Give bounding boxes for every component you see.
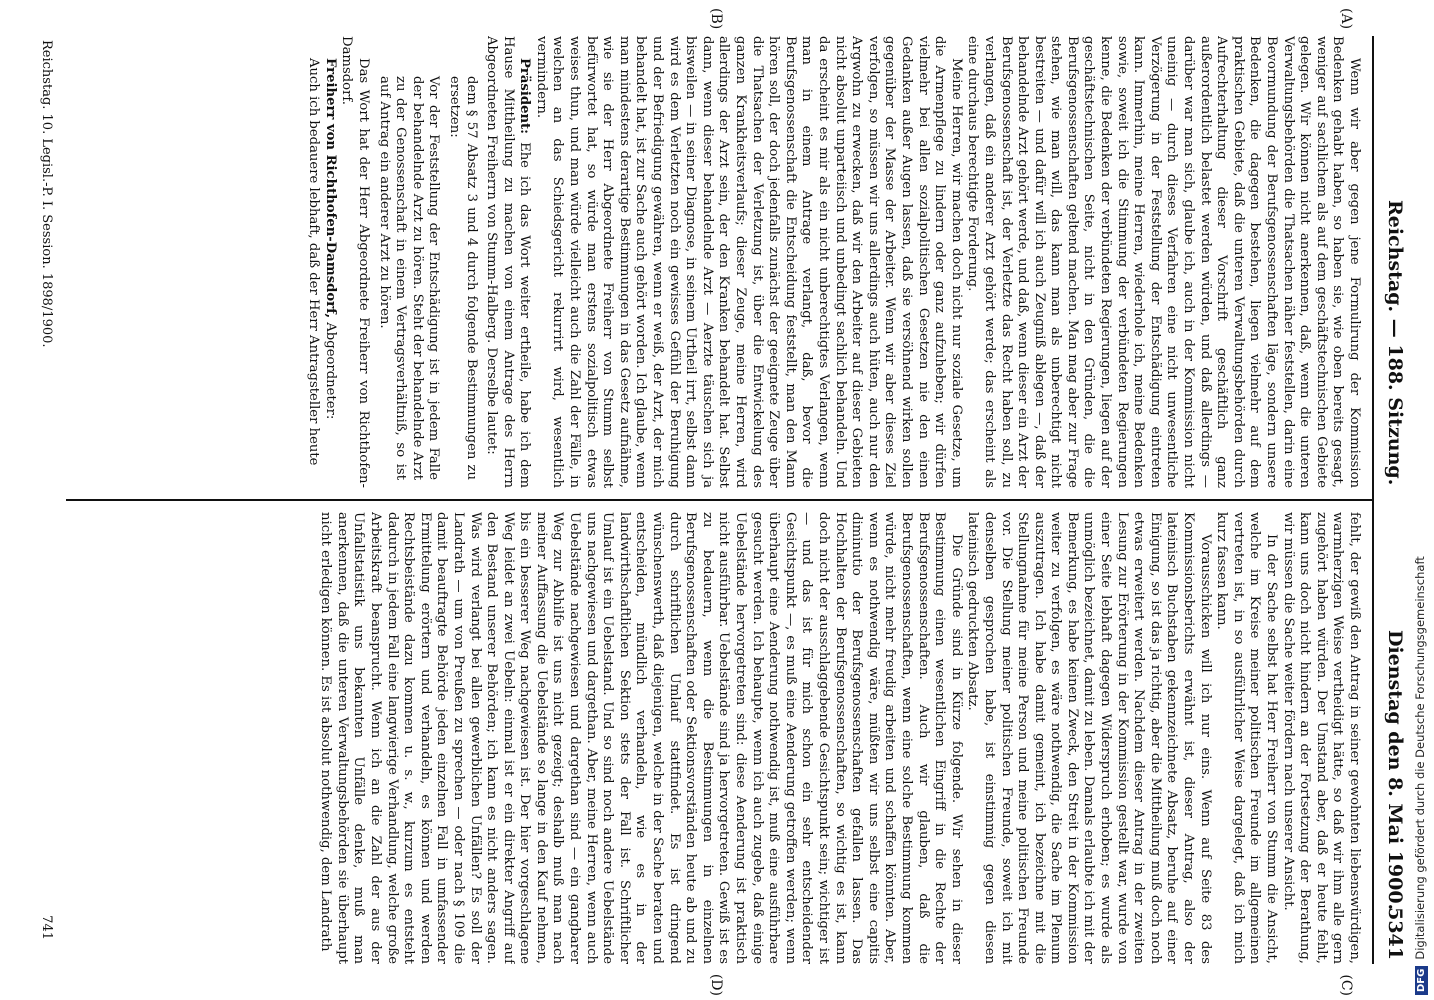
column-divider — [66, 499, 1372, 501]
margin-letter-c: (C) — [1338, 974, 1354, 996]
header-rule — [1372, 36, 1374, 964]
dfg-logo: DFG — [1415, 966, 1428, 995]
paragraph: Vorausschicken will ich nur eins. Wenn auf Seite 83 des Kommissionsberichts erwähnt ist, dieser Antrag, also der lateinisch Buchstaben gekennzeichnete Absatz, beruhe auf einer Einigung, so ist das ja richtig, aber die Mittheilung muß doch noch etwas erweitert werden. Nachdem dieser Antrag in der zweiten Lesung zur Erörterung in der Kommission gestellt war, wurde von einer Seite lebhaft dagegen Widerspruch erhoben; es wurde als unmöglich bezeichnet, damit zu leben. Damals erlaubte ich mit der Bemerkung, es habe keinen Zweck, den Streit in der Kommission weiter zu verfolgen, es wäre nothwendig, die Sache im Plenum auszutragen. Ich habe damit gemeint, ich bezeichne mit die Stellungnahme für meine Person und meine politischen Freunde vor. Die Stellung meiner politischen Freunde, soweit ich mit denselben gesprochen habe, ist einstimmig gegen diesen lateinisch gedruckten Absatz. — [965, 512, 1213, 964]
header-left: Reichstag. — 188. Sitzung. — [1384, 200, 1406, 486]
speaker-role: Abgeordneter: — [322, 322, 338, 420]
sidebar-text: Digitalisierung gefördert durch die Deutsche Forschungsgemeinschaft — [1413, 556, 1427, 960]
page-number: 5341 — [1384, 907, 1406, 960]
motion-text: dem § 57 Absatz 3 und 4 durch folgende Bestimmungen zu ersetzen: — [446, 76, 479, 480]
paragraph: Das Wort hat der Herr Abgeordnete Freiherr von Richthofen-Damsdorf. — [339, 36, 371, 488]
margin-letter-a: (A) — [1338, 8, 1354, 30]
left-column — [62, 36, 1362, 488]
speaker-name: Freiherr von Richthofen-Damsdorf, — [322, 58, 338, 319]
footer-page: 741 — [39, 915, 54, 940]
paragraph: Wenn wir aber gegen jene Formulirung der Kommission Bedenken gehabt haben, so haben sie, wie oben bereits gesagt, weniger auf sachlichem als auf dem geschäftstechnischen Gebiete gelegen. Wir können nicht anerkennen, daß, wenn die unteren Verwaltungsbehörden die Thatsachen näher feststellen, darin eine Bevormundung der Berufsgenossenschaften läge, sondern unsere Bedenken, die dagegen bestehen, liegen vielmehr auf dem praktischen Gebiete, daß die unteren Verwaltungsbehörden durch Aufrechterhaltung dieser Vorschrift geschäftlich ganz außerordentlich belastet werden würden, und daß allerdings — darüber war man sich, glaube ich, auch in der Kommission nicht uneinig — durch dieses Verfahren eine nicht unwesentliche Verzögerung in der Feststellung der Entschädigung eintreten kann. Immerhin, meine Herren, wiederhole ich, meine Bedenken sowie, soweit ich die Stimmung der verbündeten Regierungen kenne, die Bedenken der verbündeten Regierungen, liegen auf der geschäftstechnischen Seite, nicht in den Gründen, die die Berufsgenossenschaften geltend machen. Man mag aber zur Frage stehen, wie man will, das kann man als unberechtigt nicht bestreiten — und dafür will ich auch Zeugniß ablegen —, daß der behandelnde Arzt gehört werde, und daß, wenn dieser ein Arzt der Berufsgenossenschaft ist, der Verletzte das Recht haben soll, zu verlangen, daß ein anderer Arzt gehört werde; das erscheint als eine durchaus berechtigte Forderung. — [965, 36, 1362, 488]
margin-letter-b: (B) — [708, 8, 724, 30]
paragraph: Ehe ich das Wort weiter ertheile, habe ich dem Hause Mittheilung zu machen von einem Antrage des Herrn Abgeordneten Freiherrn von Stumm-Halberg. Derselbe lautet: — [484, 36, 533, 488]
header-right: Dienstag den 8. Mai 1900. — [1384, 630, 1406, 911]
paragraph: Die Gründe sind in Kürze folgende. Wir sehen in dieser Bestimmung einen wesentlichen Eingriff in die Rechte der Berufsgenossenschaften. Auch wir glauben, daß die Berufsgenossenschaften, wenn eine solche Bestimmung kommen würde, nicht mehr freudig arbeiten und schaffen könnten. Aber, wenn es nothwendig wäre, müßten wir uns selbst eine capitis diminutio der Berufsgenossenschaften gefallen lassen. Das Hochhalten der Berufsgenossenschaften, so wichtig es ist, kann doch nicht der ausschlaggebende Gesichtspunkt sein; wichtiger ist — und das ist für mich schon ein sehr entscheidender Gesichtspunkt —, es muß eine Aenderung getroffen werden; wenn überhaupt eine Aenderung nothwendig ist, muß eine ausführbare gesucht werden. Ich behaupte, wenn ich auch zugebe, daß einige Uebelstände hervorgetreten sind: diese Aenderung ist praktisch nicht ausführbar. Uebelstände sind ja hervorgetreten. Gewiß ist es zu bedauern, wenn die Bestimmungen in einzelnen Berufsgenossenschaften oder Sektionsvorständen heute ab und zu durch schriftlichen Umlauf stattfindet. Es ist dringend wünschenswerth, daß diejenigen, welche in der Sache beraten und entscheiden, mündlich verhandeln, wie es in der landwirthschaftlichen Sektion stets der Fall ist. Schriftlicher Umlauf ist ein Uebelstand. Und so sind noch andere Uebelstände uns nachgewiesen und dargethan. Aber, meine Herren, wenn auch Uebelstände nachgewiesen und dargethan sind — ein gangbarer Weg zur Abhilfe ist uns nicht gezeigt; deshalb muß man nach meiner Auffassung die Uebelstände so lange in den Kauf nehmen, bis ein besserer Weg nachgewiesen ist. Der hier vorgeschlagene Weg leidet an zwei Uebeln: einmal ist er ein direkter Angriff auf den Bestand unserer Behörden; ich kann es nicht anders sagen. Was wird verlangt bei allen gewerblichen Unfällen? Es soll der Landrath — um von Preußen zu sprechen — oder nach § 109 die damit beauftragte Behörde jeden einzelnen Fall in umfassender Ermittelung erörtern und verhandeln, es können und werden Rechtsbeistände dazu kommen u. s. w., kurzum es entsteht dadurch in jedem Fall eine langwierige Verhandlung, welche große Arbeitskraft beansprucht. Wenn ich an die Zahl der aus der Unfallstatistik uns bekannten Unfälle denke, muß man anerkennen, daß die unteren Verwaltungsbehörden sie überhaupt nicht erledigen können. Es ist absolut nothwendig, dem Landrath — [318, 512, 964, 964]
paragraph: In der Sache selbst hat Herr Freiherr von Stumm die Ansicht, welche im Kreise meiner politischen Freunde im allgemeinen vertreten ist, in so ausführlicher Weise dargelegt, daß ich mich kurz fassen kann. — [1214, 512, 1280, 964]
paragraph: Meine Herren, wir machen doch nicht nur soziale Gesetze, um die Armenpflege zu lindern oder ganz aufzuheben; wir dürfen vielmehr bei allen sozialpolitischen Gesetzen nie den einen Gedanken außer Augen lassen, daß sie versöhnend wirken sollen gegenüber der Masse der Arbeiter. Wenn wir aber dieses Ziel verfolgen, so müssen wir uns allerdings auch hüten, auch nur den Argwohn zu erwecken, daß wir den Arbeiter auf dieser Gebieten nicht absolut unparteiisch und unbedingt sachlich behandeln. Und da erscheint es mir als ein nicht unberechtigtes Verlangen, wenn man in einem Antrage verlangt, daß, bevor die Berufsgenossenschaft die Entscheidung feststellt, man den Mann hören soll, der doch jedenfalls zunächst der geeignete Zeuge über die Thatsachen der Verletzung ist, über die Entwickelung des ganzen Krankheitsverlaufs; dieser Zeuge, meine Herren, wird allerdings der Arzt sein, der den Kranken behandelt hat. Selbst dann, wenn dieser behandelnde Arzt — Aerzte täuschen sich ja bisweilen — in seiner Diagnose, in seinem Urtheil irrt, selbst dann wird es dem Verletzten noch ein gewisses Gefühl der Beruhigung und der Befriedigung gewähren, wenn er weiß, der Arzt, der mich behandelt hat, ist zur Sache auch gehört worden. Ich glaube, wenn man mindestens derartige Bestimmungen in das Gesetz aufnähme, wie sie der Herr Abgeordnete Freiherr von Stumm selbst befürwortet hat, so würde man erstens sozialpolitisch etwas weises thun, und man würde vielleicht auch die Zahl der Fälle, in welchen an das Schiedsgericht rekurrirt wird, wesentlich vermindern. — [533, 36, 964, 488]
page-header — [1380, 40, 1406, 960]
president-label: Präsident: — [517, 58, 533, 135]
digitization-sidebar — [1407, 0, 1434, 1000]
footer-left: Reichstag. 10. Legisl.-P. I. Session. 1898/1900. — [39, 40, 54, 348]
paragraph: Auch ich bedauere lebhaft, daß der Herr Antragsteller heute — [306, 58, 322, 466]
margin-letter-d: (D) — [708, 973, 724, 996]
paragraph: fehlt, der gewiß den Antrag in seiner gewohnten liebenswürdigen, warmherzigen Weise vertheidigt hätte, so daß wir ihm alle gern zugehört haben würden. Der Umstand aber, daß er heute fehlt, kann uns doch nicht hindern an der Fortsetzung der Berathung, wir müssen die Sache weiter fördern nach unserer Ansicht. — [1280, 512, 1362, 964]
right-column — [62, 512, 1362, 964]
motion-text: Vor der Feststellung der Entschädigung ist in jedem Falle der behandelnde Arzt zu hören. Steht der behandelnde Arzt zu der Genossenschaft in einem Vertragsverhältniß, so ist auf Antrag ein anderer Arzt zu hören. — [376, 76, 442, 480]
